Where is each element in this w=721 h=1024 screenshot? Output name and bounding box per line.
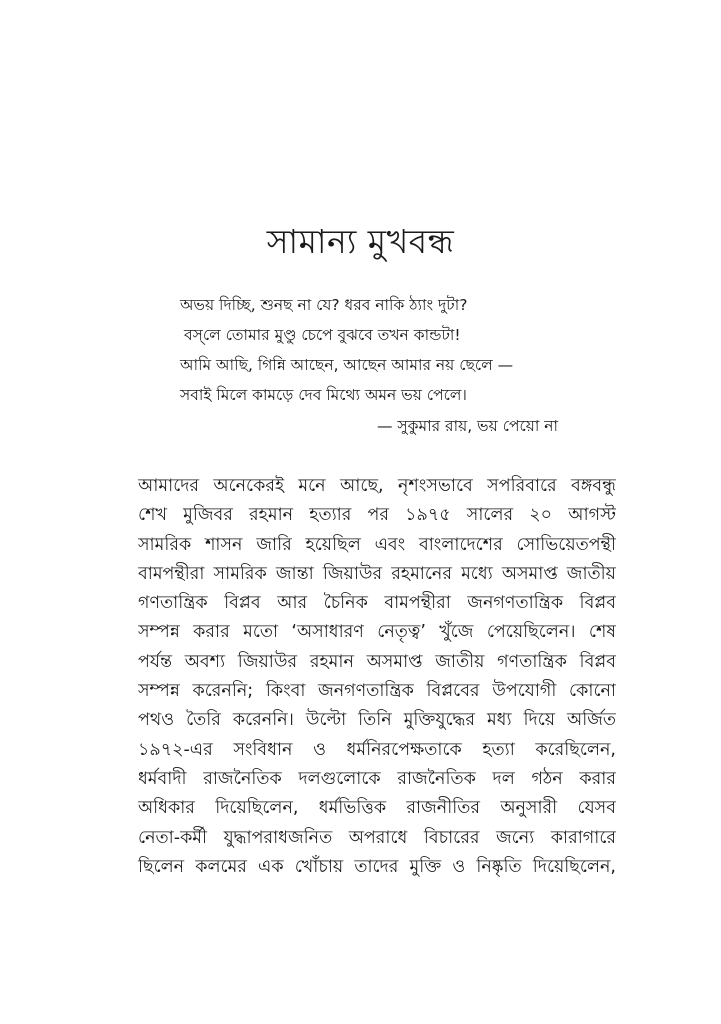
body-line: সম্পন্ন করার মতো ‘অসাধারণ নেতৃত্ব’ খুঁজে পেয়েছিলেন। শেষ xyxy=(138,622,616,643)
page-title: সামান্য মুখবন্ধ xyxy=(266,222,455,261)
body-line: অধিকার দিয়েছিলেন, ধর্মভিত্তিক রাজনীতির অনুসারী যেসব xyxy=(138,798,616,819)
body-line: সম্পন্ন করেননি; কিংবা জনগণতান্ত্রিক বিপ্লবের উপযোগী কোনো xyxy=(138,681,616,702)
epigraph-line: আমি আছি, গিন্নি আছেন, আছেন আমার নয় ছেলে — xyxy=(180,356,514,374)
body-line: পর্যন্ত অবশ্য জিয়াউর রহমান অসমাপ্ত জাতীয় গণতান্ত্রিক বিপ্লব xyxy=(138,651,616,672)
body-line: আমাদের অনেকেরই মনে আছে, নৃশংসভাবে সপরিবারে বঙ্গবন্ধু xyxy=(138,476,616,496)
epigraph-line: বস্‌লে তোমার মুণ্ডু চেপে বুঝবে তখন কান্ডটা! xyxy=(184,326,461,344)
body-line: শেখ মুজিবর রহমান হত্যার পর ১৯৭৫ সালের ২০ আগস্ট xyxy=(138,505,616,526)
epigraph-line: সবাই মিলে কামড়ে দেব মিথ্যে অমন ভয় পেলে। xyxy=(180,386,467,404)
epigraph-line: অভয় দিচ্ছি, শুনছ না যে? ধরব নাকি ঠ্যাং দুটা? xyxy=(180,296,468,314)
epigraph-poem xyxy=(180,290,580,410)
body-line: ছিলেন কলমের এক খোঁচায় তাদের মুক্তি ও নিষ্কৃতি দিয়েছিলেন, xyxy=(138,856,616,877)
body-line: পথও তৈরি করেননি। উল্টো তিনি মুক্তিযুদ্ধের মধ্য দিয়ে অর্জিত xyxy=(138,710,616,731)
body-line: নেতা-কর্মী যুদ্ধাপরাধজনিত অপরাধে বিচারের জন্যে কারাগারে xyxy=(138,827,616,848)
body-paragraph xyxy=(138,472,616,882)
body-line: সামরিক শাসন জারি হয়েছিল এবং বাংলাদেশের সোভিয়েতপন্থী xyxy=(138,534,616,555)
body-line: বামপন্থীরা সামরিক জান্তা জিয়াউর রহমানের মধ্যে অসমাপ্ত জাতীয় xyxy=(138,563,616,584)
epigraph-attribution: — সুকুমার রায়, ভয় পেয়ো না xyxy=(376,417,558,435)
body-line: গণতান্ত্রিক বিপ্লব আর চৈনিক বামপন্থীরা জনগণতান্ত্রিক বিপ্লব xyxy=(138,593,616,614)
body-line: ধর্মবাদী রাজনৈতিক দলগুলোকে রাজনৈতিক দল গঠন করার xyxy=(138,768,616,789)
body-line: ১৯৭২-এর সংবিধান ও ধর্মনিরপেক্ষতাকে হত্যা করেছিলেন, xyxy=(138,739,616,760)
